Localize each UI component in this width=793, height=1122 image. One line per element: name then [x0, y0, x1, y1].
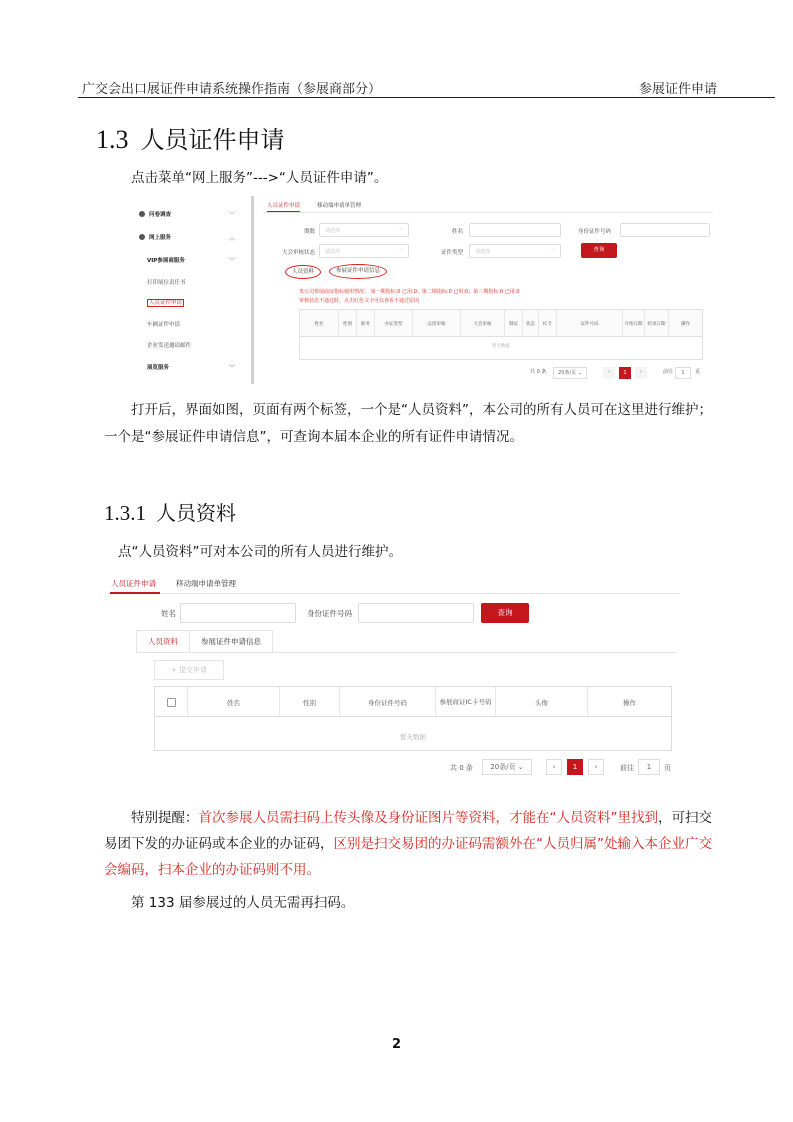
next-page-button[interactable]: ›: [588, 759, 604, 775]
tab-personnel-info[interactable]: 人员资料: [136, 630, 190, 652]
cert-type-select[interactable]: 请选择 ﹀: [469, 244, 561, 258]
sidebar-item-invite-mail[interactable]: 企业发送邀请邮件: [147, 343, 192, 349]
col-fair-audit: 大会审核: [460, 310, 504, 337]
col-cert-kind: 办证类型: [374, 310, 412, 337]
checkbox-icon: [167, 698, 176, 707]
total-count: 共 0 条: [450, 764, 473, 772]
empty-state: 暂无数据: [492, 344, 510, 349]
chevron-down-icon: ﹀: [228, 212, 235, 219]
main-panel: [263, 196, 713, 388]
page-unit: 页: [664, 764, 671, 772]
tab-cert-application-info[interactable]: 参展证件申请信息: [329, 264, 387, 279]
sidebar-item-exhibition-service[interactable]: 展览服务 ﹀: [147, 365, 235, 372]
col-cert-no: 证件号码: [556, 310, 622, 337]
cert-type-label: 证件类型: [440, 250, 463, 256]
chevron-up-icon: ︿: [228, 235, 235, 242]
tab-cert-application-info[interactable]: 参展证件申请信息: [189, 630, 273, 652]
sidebar-item-survey[interactable]: 问卷调查 ﹀: [139, 210, 239, 222]
screenshot-personnel-application: [139, 196, 713, 388]
tab-mobile-orders[interactable]: 移动端申请单管理: [317, 203, 362, 209]
subsection-title: 人员资料: [156, 501, 236, 525]
period-label: 期数: [303, 229, 315, 235]
idno-label: 身份证件号码: [577, 229, 611, 235]
sidebar-item-personnel-cert[interactable]: 人员证件申请: [149, 300, 183, 306]
name-input[interactable]: [469, 223, 561, 237]
goto-page-input[interactable]: 1: [675, 367, 691, 379]
col-start-date: 开始日期: [622, 310, 644, 337]
sidebar-menu: [139, 196, 249, 384]
next-page-button[interactable]: ›: [635, 367, 647, 379]
prev-page-button[interactable]: ‹: [603, 367, 615, 379]
sidebar-item-vip[interactable]: VIP参展商服务 ﹀: [147, 258, 235, 265]
header-doc-title: 广交会出口展证件申请系统操作指南（参展商部分）: [82, 82, 382, 97]
submit-application-button[interactable]: + 提交申请: [154, 660, 224, 680]
reminder-text-1: ，可扫交: [658, 810, 712, 826]
name-label: 姓名: [161, 609, 176, 618]
page-size-select[interactable]: 20条/页 ⌄: [553, 367, 587, 379]
empty-state: 暂无数据: [400, 733, 426, 741]
reminder-red-3: 会编码，扫本企业的办证码则不用。: [104, 862, 320, 878]
tab-personnel-info[interactable]: 人员资料: [285, 265, 321, 279]
sidebar-item-print-booth[interactable]: 打印展位责任书: [147, 280, 186, 286]
page-number: 2: [391, 1037, 402, 1052]
chevron-down-icon: ﹀: [550, 249, 556, 255]
col-title: 职务: [356, 310, 374, 337]
tab-divider: [108, 593, 680, 594]
subsection-number: 1.3.1: [104, 501, 146, 525]
section-number: 1.3: [96, 125, 129, 154]
reminder-line-1: [131, 805, 712, 831]
idno-input[interactable]: [358, 603, 474, 623]
col-avatar: 头像: [495, 687, 587, 717]
col-actions: 操作: [587, 687, 671, 717]
audit-hint: 审核状态不通过时，点击红色文字可以查看不通过原因: [299, 298, 420, 304]
col-group-audit: 总团审核: [412, 310, 460, 337]
tab-personnel-cert[interactable]: 人员证件申请: [267, 201, 300, 212]
chevron-down-icon: ﹀: [228, 365, 235, 372]
chevron-down-icon: ﹀: [398, 228, 404, 234]
final-note: 第 133 届参展过的人员无需再扫码。: [131, 895, 355, 911]
page-size-select[interactable]: 20条/页 ⌄: [482, 759, 532, 775]
screenshot-personnel-info: [108, 573, 680, 781]
audit-status-select[interactable]: 请选择 ﹀: [319, 244, 409, 258]
col-ic-card: IC卡: [538, 310, 556, 337]
chevron-down-icon: ﹀: [398, 249, 404, 255]
subsection-heading: [104, 497, 236, 526]
page-header: [82, 78, 717, 96]
col-id-number: 身份证件号码: [339, 687, 435, 717]
query-button[interactable]: 查询: [581, 243, 617, 258]
service-icon: [139, 234, 145, 240]
prev-page-button[interactable]: ‹: [546, 759, 562, 775]
personnel-table: [154, 686, 672, 751]
reminder-text-2: 易团下发的办证码或本企业的办证码，: [104, 836, 334, 852]
personnel-table: [299, 309, 703, 360]
reminder-red-2: 区别是扫交易团的办证码需额外在“人员归属”处输入本企业广交: [333, 836, 712, 852]
sidebar-item-vehicle-cert[interactable]: 车辆证件申请: [147, 322, 181, 328]
col-actions: 操作: [668, 310, 702, 337]
col-status: 状态: [522, 310, 538, 337]
table-header: [155, 687, 671, 717]
active-tab-underline: [110, 592, 160, 594]
current-page[interactable]: 1: [619, 367, 631, 379]
tab-divider: [263, 212, 713, 213]
quota-notice: 贵公司参展商证指标使用情况： 第一期指标:0 已用:0；第二期指标:0 已用:0；第三期指标:0 已用:0: [299, 289, 520, 295]
reminder-red-1: 首次参展人员需扫码上传头像及身份证图片等资料，才能在“人员资料”里找到: [198, 810, 658, 826]
sidebar-item-online-service[interactable]: 网上服务 ︿: [139, 233, 239, 245]
subsection-intro: 点“人员资料”可对本公司的所有人员进行维护。: [118, 544, 402, 560]
paragraph-line-2: 一个是“参展证件申请信息”，可查询本届本企业的所有证件申请情况。: [104, 429, 523, 445]
name-input[interactable]: [180, 603, 296, 623]
col-end-date: 结束日期: [644, 310, 668, 337]
chevron-down-icon: ﹀: [228, 258, 235, 265]
query-button[interactable]: 查询: [481, 603, 529, 623]
goto-label: 前往: [663, 369, 674, 375]
col-name: 姓名: [187, 687, 279, 717]
reminder-line-2: [104, 831, 712, 857]
total-count: 共 0 条: [530, 369, 547, 375]
header-divider: [78, 97, 775, 98]
audit-status-label: 大会审核状态: [281, 250, 315, 256]
section-title: 人员证件申请: [140, 126, 285, 154]
col-name: 姓名: [314, 321, 324, 327]
intro-text: 点击菜单“网上服务”--->“人员证件申请”。: [131, 170, 388, 186]
goto-label: 前往: [620, 764, 634, 772]
idno-input[interactable]: [620, 223, 710, 237]
page-unit: 页: [695, 369, 701, 375]
select-all-checkbox[interactable]: [155, 687, 187, 717]
tab-mobile-orders[interactable]: 移动端申请单管理: [176, 579, 236, 588]
section-heading: [96, 120, 285, 155]
survey-icon: [139, 211, 145, 217]
period-select[interactable]: 请选择 ﹀: [319, 223, 409, 237]
header-section-title: 参展证件申请: [638, 82, 717, 97]
subtab-divider: [136, 652, 676, 653]
goto-page-input[interactable]: 1: [638, 759, 660, 775]
table-header: [300, 310, 702, 337]
col-gender: 性别: [279, 687, 339, 717]
tab-personnel-cert[interactable]: 人员证件申请: [111, 579, 156, 588]
current-page[interactable]: 1: [567, 759, 583, 775]
col-ic-card-number: 参展商证IC卡号码: [435, 687, 495, 717]
sidebar-scrollbar[interactable]: [251, 196, 254, 384]
idno-label: 身份证件号码: [307, 609, 352, 618]
paragraph-line-1: 打开后，界面如图，页面有两个标签，一个是“人员资料”，本公司的所有人员可在这里进行维护；: [131, 402, 712, 418]
reminder-label: 特别提醒：: [131, 810, 199, 826]
name-label: 姓名: [451, 229, 463, 235]
col-gender: 性别: [338, 310, 356, 337]
col-produce: 制证: [504, 310, 522, 337]
